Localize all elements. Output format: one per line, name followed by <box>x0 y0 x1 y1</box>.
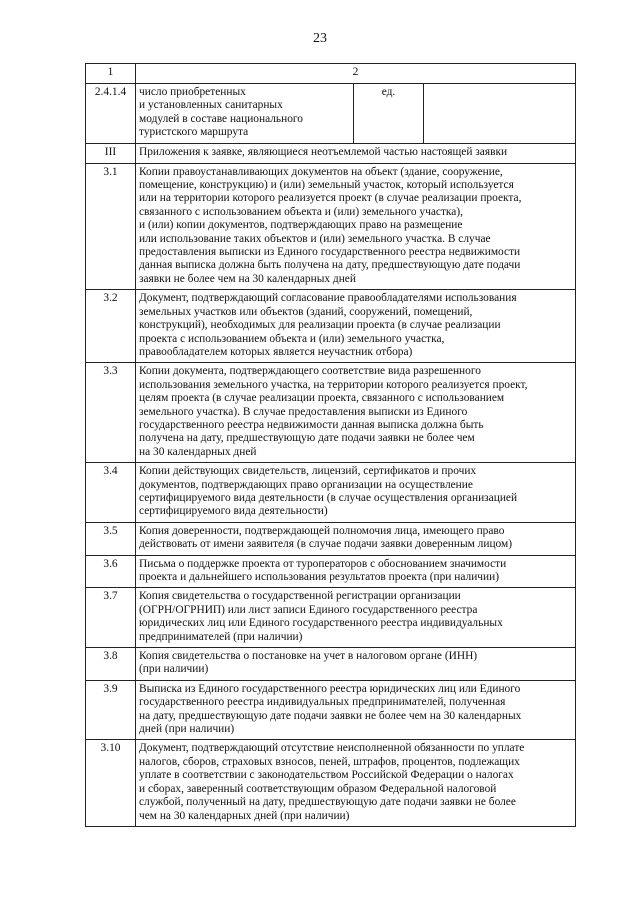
item-description <box>136 522 576 555</box>
item-number: 3.1 <box>86 163 136 290</box>
text-line: Документ, подтверждающий отсутствие неисполненной обязанности по уплате <box>139 742 525 755</box>
item-description <box>136 555 576 588</box>
text-line: или использование таких объектов и (или) земельного участка. В случае <box>139 232 491 245</box>
text-line: и (или) копии документов, подтверждающих право на размещение <box>139 219 463 232</box>
table-row <box>86 463 576 523</box>
item-number: 3.7 <box>86 588 136 648</box>
text-line: уплате в соответствии с законодательством Российской Федерации о налогах <box>139 769 514 782</box>
item-description <box>136 588 576 648</box>
section-3-header-row <box>86 143 576 163</box>
text-line: предпринимателей (при наличии) <box>139 630 303 643</box>
table-row <box>86 740 576 826</box>
text-line: Копия свидетельства о постановке на учет в налоговом органе (ИНН) <box>139 650 478 663</box>
row-number: 2.4.1.4 <box>86 84 136 144</box>
table-row <box>86 290 576 363</box>
item-description <box>136 680 576 740</box>
text-line: государственного реестра недвижимости данная выписка должна быть <box>139 418 484 431</box>
text-line: Письма о поддержке проекта от туроператоров с обоснованием значимости <box>139 557 507 570</box>
item-description <box>136 740 576 826</box>
text-line: на дату, предшествующую дате подачи заявки не более чем на 30 календарных <box>139 709 522 722</box>
text-line: заявки не более чем на 30 календарных дней <box>139 272 356 285</box>
text-line: и установленных санитарных <box>139 99 283 112</box>
text-line: и сборах, заверенный соответствующим образом Федеральной налоговой <box>139 782 497 795</box>
section-number: III <box>86 143 136 163</box>
text-line: документов, подтверждающих право организации на осуществление <box>139 478 473 491</box>
text-line: целям проекта (в случае реализации проекта, связанного с использованием <box>139 392 505 405</box>
text-line: действовать от имени заявителя (в случае подачи заявки доверенным лицом) <box>139 538 513 551</box>
text-line: Копия доверенности, подтверждающей полномочия лица, имеющего право <box>139 524 505 537</box>
text-line: Копии документа, подтверждающего соответствие вида разрешенного <box>139 365 481 378</box>
text-line: чем на 30 календарных дней (при наличии) <box>139 809 350 822</box>
requirements-table <box>85 63 576 827</box>
item-description <box>136 363 576 463</box>
text-line: Копии действующих свидетельств, лицензий, сертификатов и прочих <box>139 465 477 478</box>
text-line: получена на дату, предшествующую дате подачи заявки не более чем <box>139 432 475 445</box>
indicator-name <box>136 84 354 144</box>
item-description <box>136 163 576 290</box>
text-line: использования земельного участка, на территории которого реализуется проект, <box>139 378 528 391</box>
text-line: сертифицируемого вида деятельности) <box>139 505 328 518</box>
table-row <box>86 163 576 290</box>
text-line: помещение, конструкцию) и (или) земельный участок, который используется <box>139 179 514 192</box>
item-number: 3.3 <box>86 363 136 463</box>
header-col-number: 1 <box>86 64 136 84</box>
table-row <box>86 588 576 648</box>
text-line: число приобретенных <box>139 86 246 98</box>
text-line: сертифицируемого вида деятельности (в случае осуществления организацией <box>139 491 518 504</box>
unit-cell: ед. <box>354 84 424 144</box>
text-line: земельных участков или объектов (зданий, сооружений, помещений, <box>139 305 473 318</box>
text-line: службой, полученный на дату, предшествующую дате подачи заявки не более <box>139 796 516 809</box>
text-line: государственного реестра индивидуальных предпринимателей, полученная <box>139 696 506 709</box>
header-col-content: 2 <box>136 64 576 84</box>
text-line: Копия свидетельства о государственной регистрации организации <box>139 590 461 603</box>
text-line: Документ, подтверждающий согласование правообладателями использования <box>139 292 517 305</box>
text-line: проекта и дальнейшего использования результатов проекта (при наличии) <box>139 571 499 583</box>
item-number: 3.10 <box>86 740 136 826</box>
text-line: туристского маршрута <box>139 126 249 139</box>
item-description <box>136 648 576 681</box>
text-line: (при наличии) <box>139 663 209 676</box>
text-line: (ОГРН/ОГРНИП) или лист записи Единого государственного реестра <box>139 603 478 616</box>
page-number: 23 <box>313 31 327 46</box>
table-header-row <box>86 64 576 84</box>
section-title: Приложения к заявке, являющиеся неотъемлемой частью настоящей заявки <box>136 143 576 163</box>
item-number: 3.8 <box>86 648 136 681</box>
item-description <box>136 290 576 363</box>
table-row <box>86 648 576 681</box>
item-description <box>136 463 576 523</box>
table-row <box>86 680 576 740</box>
table-row <box>86 555 576 588</box>
text-line: предоставления выписки из Единого государственного реестра недвижимости <box>139 246 521 259</box>
text-line: на 30 календарных дней <box>139 445 257 458</box>
text-line: юридических лиц или Единого государственного реестра индивидуальных <box>139 617 503 630</box>
item-number: 3.6 <box>86 555 136 588</box>
item-number: 3.9 <box>86 680 136 740</box>
item-number: 3.4 <box>86 463 136 523</box>
item-number: 3.2 <box>86 290 136 363</box>
text-line: налогов, сборов, страховых взносов, пеней, штрафов, процентов, подлежащих <box>139 755 520 768</box>
text-line: Выписка из Единого государственного реестра юридических лиц или Единого <box>139 682 521 695</box>
table-row-2-4-1-4 <box>86 84 576 144</box>
text-line: данная выписка должна быть получена на дату, предшествующую дате подачи <box>139 259 521 272</box>
table-body <box>86 64 576 827</box>
item-number: 3.5 <box>86 522 136 555</box>
text-line: конструкций), необходимых для реализации проекта (в случае реализации <box>139 319 501 332</box>
text-line: Копии правоустанавливающих документов на объект (здание, сооружение, <box>139 165 503 178</box>
text-line: модулей в составе национального <box>139 112 303 125</box>
table-row <box>86 522 576 555</box>
text-line: дней (при наличии) <box>139 723 235 736</box>
text-line: земельного участка). В случае предоставления выписки из Единого <box>139 405 468 418</box>
text-line: проекта с использованием объекта и (или) земельного участка, <box>139 332 445 345</box>
value-cell-empty <box>424 84 576 144</box>
text-line: правообладателем которых является неучастник отбора) <box>139 345 413 358</box>
text-line: или на территории которого реализуется проект (в случае реализации проекта, <box>139 192 522 205</box>
table-row <box>86 363 576 463</box>
text-line: связанного с использованием объекта и (или) земельного участка), <box>139 205 463 218</box>
